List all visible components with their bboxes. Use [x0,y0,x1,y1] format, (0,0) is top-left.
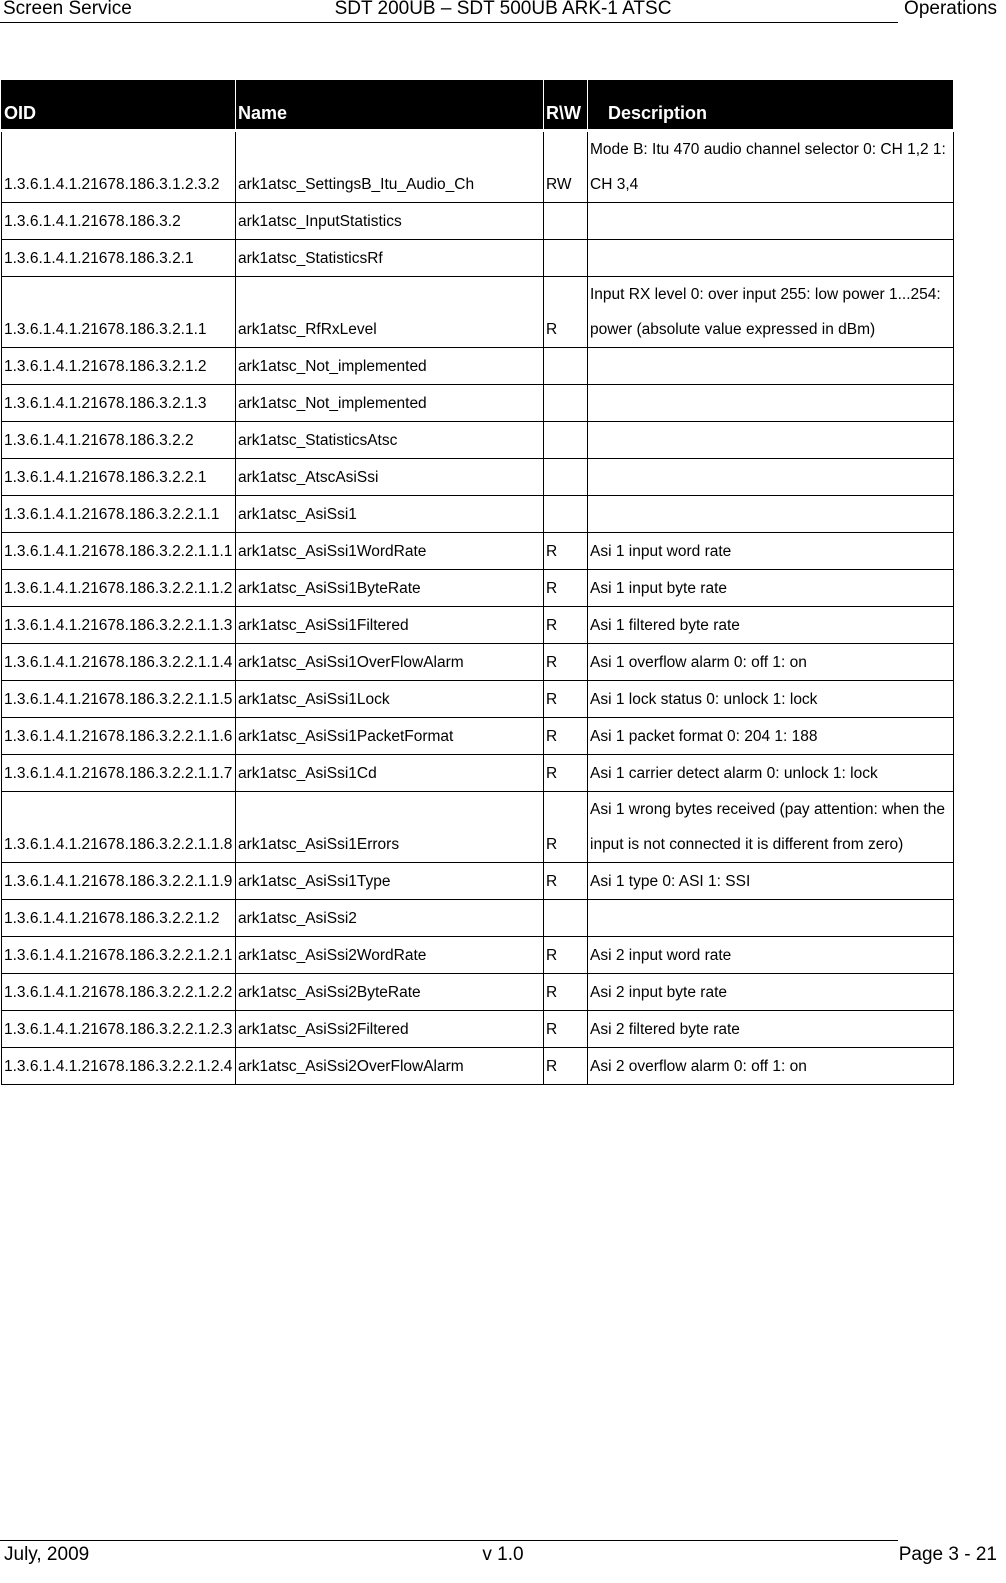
table-row [2,1047,954,1084]
oid-cell: 1.3.6.1.4.1.21678.186.3.2.2.1.1.1 [2,532,236,569]
rw-cell: R [544,1047,588,1084]
footer-version: v 1.0 [482,1544,524,1565]
name-cell: ark1atsc_AsiSsi2WordRate [236,936,544,973]
name-cell: ark1atsc_AsiSsi2 [236,899,544,936]
name-cell: ark1atsc_RfRxLevel [236,276,544,347]
rw-cell: R [544,1010,588,1047]
rw-cell: R [544,754,588,791]
table-row [2,202,954,239]
table-row [2,239,954,276]
oid-cell: 1.3.6.1.4.1.21678.186.3.2.2.1.1.3 [2,606,236,643]
oid-cell: 1.3.6.1.4.1.21678.186.3.2.1.1 [2,276,236,347]
rw-cell [544,239,588,276]
rw-cell: R [544,276,588,347]
description-cell: Asi 1 input byte rate [588,569,954,606]
oid-table [1,80,954,1085]
table-row [2,130,954,202]
table-row [2,754,954,791]
name-cell: ark1atsc_AsiSsi2Filtered [236,1010,544,1047]
rw-cell: R [544,791,588,862]
oid-cell: 1.3.6.1.4.1.21678.186.3.2.1.2 [2,347,236,384]
rw-cell [544,384,588,421]
oid-cell: 1.3.6.1.4.1.21678.186.3.2.2.1.1.4 [2,643,236,680]
oid-cell: 1.3.6.1.4.1.21678.186.3.2.1.3 [2,384,236,421]
header-rule [0,22,898,23]
oid-cell: 1.3.6.1.4.1.21678.186.3.2.2.1.1.8 [2,791,236,862]
rw-cell [544,347,588,384]
oid-cell: 1.3.6.1.4.1.21678.186.3.2.1 [2,239,236,276]
header-document-title: SDT 200UB – SDT 500UB ARK-1 ATSC [334,0,672,19]
oid-cell: 1.3.6.1.4.1.21678.186.3.1.2.3.2 [2,130,236,202]
footer-date: July, 2009 [4,1544,90,1565]
table-row [2,384,954,421]
description-cell [588,347,954,384]
footer-page-number: Page 3 - 21 [898,1544,997,1565]
name-cell: ark1atsc_StatisticsRf [236,239,544,276]
oid-cell: 1.3.6.1.4.1.21678.186.3.2.2.1.1.5 [2,680,236,717]
rw-cell: R [544,717,588,754]
description-cell: Asi 1 packet format 0: 204 1: 188 [588,717,954,754]
description-cell: Asi 1 lock status 0: unlock 1: lock [588,680,954,717]
description-cell: Asi 1 type 0: ASI 1: SSI [588,862,954,899]
description-cell [588,202,954,239]
rw-cell: R [544,862,588,899]
name-cell: ark1atsc_Not_implemented [236,347,544,384]
name-cell: ark1atsc_AsiSsi1Type [236,862,544,899]
rw-cell [544,899,588,936]
name-cell: ark1atsc_AsiSsi1Filtered [236,606,544,643]
name-cell: ark1atsc_InputStatistics [236,202,544,239]
rw-cell [544,202,588,239]
rw-cell: R [544,569,588,606]
name-cell: ark1atsc_AsiSsi2OverFlowAlarm [236,1047,544,1084]
page-header [0,0,1006,22]
rw-cell [544,458,588,495]
table-row [2,606,954,643]
table-row [2,936,954,973]
description-cell: Asi 1 filtered byte rate [588,606,954,643]
name-cell: ark1atsc_AsiSsi1Cd [236,754,544,791]
column-header-rw: R\W [544,80,588,130]
description-cell: Asi 2 overflow alarm 0: off 1: on [588,1047,954,1084]
description-cell: Asi 1 wrong bytes received (pay attention: when the input is not connected it is different from zero) [588,791,954,862]
rw-cell: R [544,936,588,973]
oid-cell: 1.3.6.1.4.1.21678.186.3.2.2.1.2.1 [2,936,236,973]
description-cell: Asi 2 filtered byte rate [588,1010,954,1047]
page-footer [0,1540,1006,1583]
rw-cell [544,421,588,458]
description-cell: Input RX level 0: over input 255: low power 1...254: power (absolute value expressed in dBm) [588,276,954,347]
oid-cell: 1.3.6.1.4.1.21678.186.3.2.2.1.1.6 [2,717,236,754]
name-cell: ark1atsc_SettingsB_Itu_Audio_Ch [236,130,544,202]
header-section-title: Screen Service [3,0,132,19]
description-cell [588,495,954,532]
description-cell [588,239,954,276]
rw-cell: RW [544,130,588,202]
name-cell: ark1atsc_AsiSsi1WordRate [236,532,544,569]
table-row [2,899,954,936]
rw-cell: R [544,973,588,1010]
name-cell: ark1atsc_AtscAsiSsi [236,458,544,495]
description-cell: Asi 1 overflow alarm 0: off 1: on [588,643,954,680]
description-cell: Asi 2 input byte rate [588,973,954,1010]
table-row [2,458,954,495]
rw-cell: R [544,680,588,717]
name-cell: ark1atsc_AsiSsi1ByteRate [236,569,544,606]
rw-cell: R [544,532,588,569]
table-row [2,532,954,569]
name-cell: ark1atsc_AsiSsi1Errors [236,791,544,862]
name-cell: ark1atsc_AsiSsi1PacketFormat [236,717,544,754]
rw-cell: R [544,643,588,680]
name-cell: ark1atsc_StatisticsAtsc [236,421,544,458]
rw-cell [544,495,588,532]
name-cell: ark1atsc_AsiSsi2ByteRate [236,973,544,1010]
oid-cell: 1.3.6.1.4.1.21678.186.3.2.2.1.1 [2,495,236,532]
oid-cell: 1.3.6.1.4.1.21678.186.3.2.2.1.1.7 [2,754,236,791]
description-cell: Asi 1 input word rate [588,532,954,569]
description-cell: Asi 1 carrier detect alarm 0: unlock 1: lock [588,754,954,791]
description-cell [588,421,954,458]
table-body [2,130,954,1084]
oid-cell: 1.3.6.1.4.1.21678.186.3.2.2.1.2.3 [2,1010,236,1047]
oid-cell: 1.3.6.1.4.1.21678.186.3.2.2 [2,421,236,458]
oid-cell: 1.3.6.1.4.1.21678.186.3.2.2.1.1.9 [2,862,236,899]
header-chapter-title: Operations [904,0,997,19]
table-row [2,347,954,384]
oid-cell: 1.3.6.1.4.1.21678.186.3.2.2.1.1.2 [2,569,236,606]
footer-rule [0,1540,898,1541]
oid-cell: 1.3.6.1.4.1.21678.186.3.2.2.1.2.4 [2,1047,236,1084]
oid-cell: 1.3.6.1.4.1.21678.186.3.2.2.1 [2,458,236,495]
description-cell: Mode B: Itu 470 audio channel selector 0: CH 1,2 1: CH 3,4 [588,130,954,202]
description-cell [588,384,954,421]
name-cell: ark1atsc_AsiSsi1Lock [236,680,544,717]
table-row [2,569,954,606]
table-row [2,276,954,347]
table-row [2,717,954,754]
oid-cell: 1.3.6.1.4.1.21678.186.3.2.2.1.2.2 [2,973,236,1010]
rw-cell: R [544,606,588,643]
table-row [2,643,954,680]
table-row [2,680,954,717]
table-row [2,1010,954,1047]
table-row [2,973,954,1010]
column-header-oid: OID [2,80,236,130]
column-header-name: Name [236,80,544,130]
oid-cell: 1.3.6.1.4.1.21678.186.3.2 [2,202,236,239]
table-row [2,791,954,862]
column-header-description: Description [588,80,954,130]
table-row [2,421,954,458]
description-cell [588,899,954,936]
table-row [2,495,954,532]
table-header-row [2,80,954,130]
name-cell: ark1atsc_AsiSsi1OverFlowAlarm [236,643,544,680]
table-row [2,862,954,899]
oid-cell: 1.3.6.1.4.1.21678.186.3.2.2.1.2 [2,899,236,936]
name-cell: ark1atsc_AsiSsi1 [236,495,544,532]
description-cell [588,458,954,495]
name-cell: ark1atsc_Not_implemented [236,384,544,421]
description-cell: Asi 2 input word rate [588,936,954,973]
